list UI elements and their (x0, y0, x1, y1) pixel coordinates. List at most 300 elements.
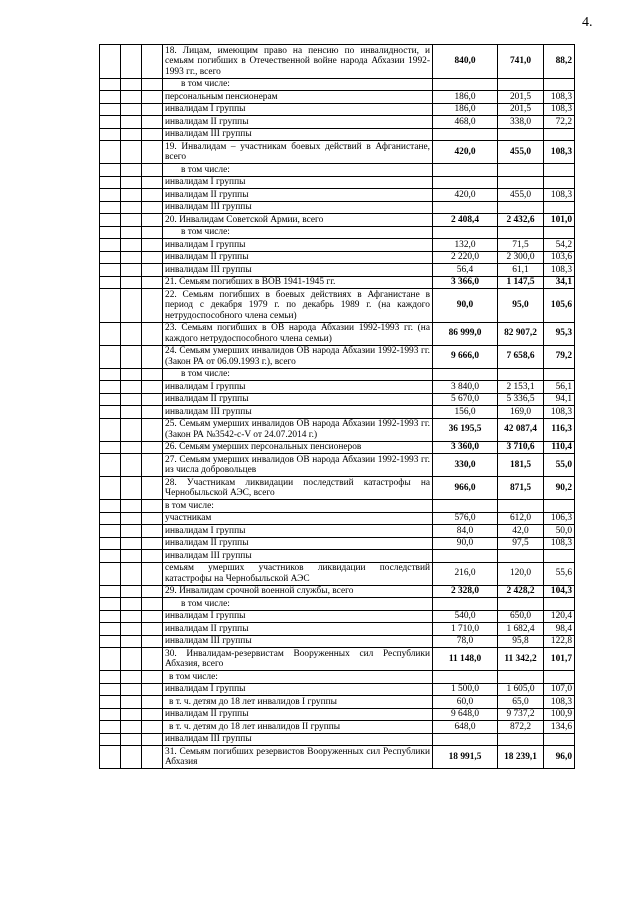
percent-cell: 55,6 (544, 562, 575, 585)
table-row (100, 406, 575, 419)
actual-value-cell (498, 671, 544, 684)
percent-cell: 100,9 (544, 708, 575, 721)
row-label: 20. Инвалидам Советской Армии, всего (163, 214, 433, 227)
empty-index-cell (121, 537, 142, 550)
empty-index-cell (100, 635, 121, 648)
empty-index-cell (142, 164, 163, 177)
planned-value-cell: 84,0 (433, 525, 498, 538)
empty-index-cell (142, 128, 163, 141)
table-row (100, 226, 575, 239)
empty-index-cell (142, 696, 163, 709)
empty-index-cell (100, 226, 121, 239)
row-label: 23. Семьям погибших в ОВ народа Абхазии 1992-1993 гг. (на каждого нетрудоспособного члена семьи) (163, 322, 433, 345)
actual-value-cell (498, 368, 544, 381)
row-label: инвалидам I группы (163, 103, 433, 116)
planned-value-cell: 186,0 (433, 103, 498, 116)
planned-value-cell (433, 598, 498, 611)
table-row (100, 477, 575, 500)
planned-value-cell: 156,0 (433, 406, 498, 419)
percent-cell: 55,0 (544, 454, 575, 477)
actual-value-cell (498, 176, 544, 189)
empty-index-cell (121, 477, 142, 500)
percent-cell (544, 128, 575, 141)
actual-value-cell: 2 428,2 (498, 585, 544, 598)
empty-index-cell (100, 289, 121, 323)
planned-value-cell: 186,0 (433, 91, 498, 104)
empty-index-cell (100, 418, 121, 441)
actual-value-cell: 65,0 (498, 696, 544, 709)
actual-value-cell: 741,0 (498, 45, 544, 79)
table-row (100, 289, 575, 323)
empty-index-cell (142, 683, 163, 696)
actual-value-cell (498, 128, 544, 141)
table-row (100, 116, 575, 129)
table-row (100, 164, 575, 177)
actual-value-cell: 2 153,1 (498, 381, 544, 394)
empty-index-cell (142, 550, 163, 563)
planned-value-cell (433, 500, 498, 513)
planned-value-cell: 90,0 (433, 537, 498, 550)
empty-index-cell (142, 623, 163, 636)
percent-cell: 110,4 (544, 441, 575, 454)
row-label: 29. Инвалидам срочной военной службы, всего (163, 585, 433, 598)
empty-index-cell (142, 214, 163, 227)
empty-index-cell (100, 648, 121, 671)
planned-value-cell: 216,0 (433, 562, 498, 585)
empty-index-cell (100, 525, 121, 538)
empty-index-cell (100, 500, 121, 513)
percent-cell (544, 733, 575, 746)
planned-value-cell: 18 991,5 (433, 746, 498, 769)
planned-value-cell (433, 201, 498, 214)
actual-value-cell (498, 201, 544, 214)
empty-index-cell (121, 746, 142, 769)
planned-value-cell: 420,0 (433, 141, 498, 164)
empty-index-cell (142, 345, 163, 368)
row-label: 27. Семьям умерших инвалидов ОВ народа Абхазии 1992-1993 гг. из числа добровольцев (163, 454, 433, 477)
percent-cell: 108,3 (544, 406, 575, 419)
table-body (100, 45, 575, 769)
table-row (100, 746, 575, 769)
empty-index-cell (100, 671, 121, 684)
row-label: 28. Участникам ликвидации последствий катастрофы на Чернобыльской АЭС, всего (163, 477, 433, 500)
empty-index-cell (100, 562, 121, 585)
empty-index-cell (121, 239, 142, 252)
percent-cell (544, 164, 575, 177)
row-label: 19. Инвалидам – участникам боевых действий в Афганистане, всего (163, 141, 433, 164)
row-label: инвалидам I группы (163, 176, 433, 189)
planned-value-cell: 840,0 (433, 45, 498, 79)
percent-cell: 122,8 (544, 635, 575, 648)
actual-value-cell: 120,0 (498, 562, 544, 585)
empty-index-cell (100, 441, 121, 454)
percent-cell: 79,2 (544, 345, 575, 368)
percent-cell: 105,6 (544, 289, 575, 323)
planned-value-cell: 1 710,0 (433, 623, 498, 636)
table-row (100, 128, 575, 141)
percent-cell: 108,3 (544, 264, 575, 277)
actual-value-cell: 11 342,2 (498, 648, 544, 671)
empty-index-cell (142, 406, 163, 419)
empty-index-cell (100, 610, 121, 623)
empty-index-cell (100, 746, 121, 769)
row-label: инвалидам I группы (163, 381, 433, 394)
empty-index-cell (121, 671, 142, 684)
actual-value-cell: 18 239,1 (498, 746, 544, 769)
actual-value-cell: 2 300,0 (498, 251, 544, 264)
table-row (100, 368, 575, 381)
empty-index-cell (100, 623, 121, 636)
planned-value-cell: 86 999,0 (433, 322, 498, 345)
row-label: инвалидам II группы (163, 116, 433, 129)
empty-index-cell (100, 141, 121, 164)
planned-value-cell (433, 226, 498, 239)
empty-index-cell (142, 525, 163, 538)
empty-index-cell (121, 696, 142, 709)
percent-cell: 101,0 (544, 214, 575, 227)
percent-cell: 88,2 (544, 45, 575, 79)
planned-value-cell: 132,0 (433, 239, 498, 252)
actual-value-cell (498, 78, 544, 91)
empty-index-cell (142, 289, 163, 323)
empty-index-cell (142, 635, 163, 648)
empty-index-cell (100, 381, 121, 394)
actual-value-cell: 1 147,5 (498, 276, 544, 289)
empty-index-cell (121, 214, 142, 227)
percent-cell: 108,3 (544, 103, 575, 116)
empty-index-cell (142, 78, 163, 91)
empty-index-cell (121, 189, 142, 202)
table-row (100, 239, 575, 252)
empty-index-cell (121, 454, 142, 477)
empty-index-cell (142, 116, 163, 129)
table-row (100, 418, 575, 441)
planned-value-cell (433, 671, 498, 684)
empty-index-cell (121, 733, 142, 746)
planned-value-cell: 78,0 (433, 635, 498, 648)
actual-value-cell (498, 550, 544, 563)
percent-cell: 98,4 (544, 623, 575, 636)
percent-cell: 116,3 (544, 418, 575, 441)
table-row (100, 454, 575, 477)
percent-cell (544, 671, 575, 684)
empty-index-cell (100, 189, 121, 202)
table-row (100, 585, 575, 598)
row-label: 31. Семьям погибших резервистов Вооруженных сил Республики Абхазия (163, 746, 433, 769)
planned-value-cell: 60,0 (433, 696, 498, 709)
empty-index-cell (121, 381, 142, 394)
percent-cell: 96,0 (544, 746, 575, 769)
empty-index-cell (121, 562, 142, 585)
row-label: 25. Семьям умерших инвалидов ОВ народа Абхазии 1992-1993 гг. (Закон РА №3542-с-V от 24.07.2014 г.) (163, 418, 433, 441)
actual-value-cell: 5 336,5 (498, 393, 544, 406)
row-label: инвалидам I группы (163, 683, 433, 696)
empty-index-cell (100, 91, 121, 104)
empty-index-cell (100, 164, 121, 177)
percent-cell (544, 598, 575, 611)
empty-index-cell (100, 251, 121, 264)
percent-cell: 103,6 (544, 251, 575, 264)
empty-index-cell (100, 454, 121, 477)
empty-index-cell (121, 164, 142, 177)
percent-cell (544, 550, 575, 563)
table-row (100, 381, 575, 394)
empty-index-cell (121, 721, 142, 734)
planned-value-cell (433, 368, 498, 381)
planned-value-cell: 2 408,4 (433, 214, 498, 227)
empty-index-cell (142, 418, 163, 441)
table-row (100, 176, 575, 189)
row-label: инвалидам II группы (163, 393, 433, 406)
planned-value-cell: 3 360,0 (433, 441, 498, 454)
empty-index-cell (142, 251, 163, 264)
table-row (100, 45, 575, 79)
empty-index-cell (142, 264, 163, 277)
empty-index-cell (100, 322, 121, 345)
row-label: 22. Семьям погибших в боевых действиях в Афганистане в период с декабря 1979 г. по декабрь 1989 г. (на каждого нетрудоспособного члена семьи) (163, 289, 433, 323)
empty-index-cell (100, 537, 121, 550)
table-row (100, 264, 575, 277)
row-label: инвалидам III группы (163, 635, 433, 648)
empty-index-cell (121, 610, 142, 623)
row-label: персональным пенсионерам (163, 91, 433, 104)
empty-index-cell (121, 45, 142, 79)
empty-index-cell (121, 623, 142, 636)
table-row (100, 189, 575, 202)
actual-value-cell: 95,8 (498, 635, 544, 648)
row-label: в том числе: (163, 500, 433, 513)
percent-cell: 120,4 (544, 610, 575, 623)
empty-index-cell (121, 635, 142, 648)
row-label: инвалидам III группы (163, 201, 433, 214)
empty-index-cell (121, 585, 142, 598)
table-row (100, 78, 575, 91)
empty-index-cell (100, 103, 121, 116)
empty-index-cell (142, 610, 163, 623)
empty-index-cell (100, 214, 121, 227)
table-row (100, 562, 575, 585)
table-row (100, 103, 575, 116)
empty-index-cell (142, 598, 163, 611)
table-row (100, 441, 575, 454)
empty-index-cell (100, 368, 121, 381)
table-row (100, 537, 575, 550)
empty-index-cell (121, 78, 142, 91)
empty-index-cell (121, 128, 142, 141)
empty-index-cell (142, 721, 163, 734)
empty-index-cell (121, 500, 142, 513)
row-label: участникам (163, 512, 433, 525)
empty-index-cell (121, 226, 142, 239)
table-row (100, 721, 575, 734)
table-row (100, 500, 575, 513)
actual-value-cell: 181,5 (498, 454, 544, 477)
actual-value-cell: 42 087,4 (498, 418, 544, 441)
table-row (100, 393, 575, 406)
percent-cell: 101,7 (544, 648, 575, 671)
planned-value-cell: 56,4 (433, 264, 498, 277)
percent-cell: 56,1 (544, 381, 575, 394)
empty-index-cell (121, 345, 142, 368)
actual-value-cell: 1 605,0 (498, 683, 544, 696)
empty-index-cell (100, 598, 121, 611)
empty-index-cell (100, 393, 121, 406)
planned-value-cell: 5 670,0 (433, 393, 498, 406)
actual-value-cell: 71,5 (498, 239, 544, 252)
empty-index-cell (121, 683, 142, 696)
actual-value-cell: 338,0 (498, 116, 544, 129)
percent-cell: 107,0 (544, 683, 575, 696)
empty-index-cell (142, 562, 163, 585)
planned-value-cell: 420,0 (433, 189, 498, 202)
table-row (100, 214, 575, 227)
table-row (100, 141, 575, 164)
planned-value-cell: 2 328,0 (433, 585, 498, 598)
empty-index-cell (121, 393, 142, 406)
row-label: инвалидам II группы (163, 537, 433, 550)
percent-cell: 108,3 (544, 189, 575, 202)
row-label: в том числе: (163, 78, 433, 91)
table-row (100, 512, 575, 525)
actual-value-cell: 201,5 (498, 91, 544, 104)
empty-index-cell (121, 322, 142, 345)
actual-value-cell: 82 907,2 (498, 322, 544, 345)
empty-index-cell (121, 176, 142, 189)
row-label: инвалидам II группы (163, 251, 433, 264)
row-label: инвалидам III группы (163, 264, 433, 277)
empty-index-cell (100, 239, 121, 252)
actual-value-cell: 42,0 (498, 525, 544, 538)
planned-value-cell (433, 164, 498, 177)
percent-cell: 104,3 (544, 585, 575, 598)
row-label: 26. Семьям умерших персональных пенсионеров (163, 441, 433, 454)
empty-index-cell (121, 648, 142, 671)
table-row (100, 671, 575, 684)
table-row (100, 276, 575, 289)
percent-cell (544, 201, 575, 214)
table-row (100, 201, 575, 214)
actual-value-cell: 455,0 (498, 141, 544, 164)
empty-index-cell (100, 708, 121, 721)
percent-cell (544, 368, 575, 381)
empty-index-cell (142, 537, 163, 550)
table-row (100, 550, 575, 563)
percent-cell: 108,3 (544, 141, 575, 164)
empty-index-cell (121, 406, 142, 419)
percent-cell: 34,1 (544, 276, 575, 289)
row-label: в том числе: (163, 598, 433, 611)
percent-cell: 108,3 (544, 537, 575, 550)
empty-index-cell (142, 585, 163, 598)
table-row (100, 91, 575, 104)
planned-value-cell: 3 840,0 (433, 381, 498, 394)
percent-cell: 95,3 (544, 322, 575, 345)
row-label: инвалидам III группы (163, 733, 433, 746)
empty-index-cell (100, 176, 121, 189)
planned-value-cell (433, 78, 498, 91)
actual-value-cell: 97,5 (498, 537, 544, 550)
percent-cell: 108,3 (544, 91, 575, 104)
row-label: инвалидам III группы (163, 128, 433, 141)
empty-index-cell (100, 116, 121, 129)
empty-index-cell (121, 441, 142, 454)
row-label: 24. Семьям умерших инвалидов ОВ народа Абхазии 1992-1993 гг. (Закон РА от 06.09.1993 г.), всего (163, 345, 433, 368)
planned-value-cell: 9 648,0 (433, 708, 498, 721)
empty-index-cell (142, 276, 163, 289)
empty-index-cell (121, 708, 142, 721)
row-label: 18. Лицам, имеющим право на пенсию по инвалидности, и семьям погибших в Отечественной войне народа Абхазии 1992-1993 гг., всего (163, 45, 433, 79)
empty-index-cell (142, 226, 163, 239)
empty-index-cell (142, 733, 163, 746)
empty-index-cell (100, 585, 121, 598)
table-row (100, 708, 575, 721)
table-row (100, 648, 575, 671)
actual-value-cell: 1 682,4 (498, 623, 544, 636)
empty-index-cell (121, 264, 142, 277)
empty-index-cell (100, 276, 121, 289)
empty-index-cell (142, 477, 163, 500)
empty-index-cell (142, 368, 163, 381)
row-label: в т. ч. детям до 18 лет инвалидов I группы (163, 696, 433, 709)
empty-index-cell (142, 454, 163, 477)
empty-index-cell (121, 201, 142, 214)
table-row (100, 322, 575, 345)
empty-index-cell (142, 746, 163, 769)
empty-index-cell (121, 512, 142, 525)
row-label: инвалидам II группы (163, 708, 433, 721)
actual-value-cell: 95,0 (498, 289, 544, 323)
planned-value-cell: 36 195,5 (433, 418, 498, 441)
empty-index-cell (121, 598, 142, 611)
percent-cell: 72,2 (544, 116, 575, 129)
empty-index-cell (142, 393, 163, 406)
percent-cell: 54,2 (544, 239, 575, 252)
planned-value-cell: 330,0 (433, 454, 498, 477)
planned-value-cell (433, 733, 498, 746)
percent-cell: 106,3 (544, 512, 575, 525)
empty-index-cell (100, 550, 121, 563)
row-label: в том числе: (163, 226, 433, 239)
empty-index-cell (121, 525, 142, 538)
planned-value-cell: 3 366,0 (433, 276, 498, 289)
row-label: инвалидам III группы (163, 550, 433, 563)
row-label: в т. ч. детям до 18 лет инвалидов II группы (163, 721, 433, 734)
actual-value-cell: 871,5 (498, 477, 544, 500)
row-label: 21. Семьям погибших в ВОВ 1941-1945 гг. (163, 276, 433, 289)
row-label: инвалидам I группы (163, 610, 433, 623)
empty-index-cell (142, 322, 163, 345)
empty-index-cell (100, 696, 121, 709)
empty-index-cell (142, 189, 163, 202)
empty-index-cell (142, 512, 163, 525)
actual-value-cell: 61,1 (498, 264, 544, 277)
row-label: инвалидам III группы (163, 406, 433, 419)
planned-value-cell: 540,0 (433, 610, 498, 623)
empty-index-cell (100, 406, 121, 419)
planned-value-cell: 576,0 (433, 512, 498, 525)
empty-index-cell (100, 683, 121, 696)
empty-index-cell (100, 78, 121, 91)
planned-value-cell: 468,0 (433, 116, 498, 129)
actual-value-cell: 169,0 (498, 406, 544, 419)
empty-index-cell (121, 550, 142, 563)
table-row (100, 623, 575, 636)
actual-value-cell (498, 164, 544, 177)
percent-cell: 50,0 (544, 525, 575, 538)
actual-value-cell (498, 226, 544, 239)
row-label: в том числе: (163, 671, 433, 684)
table-row (100, 733, 575, 746)
